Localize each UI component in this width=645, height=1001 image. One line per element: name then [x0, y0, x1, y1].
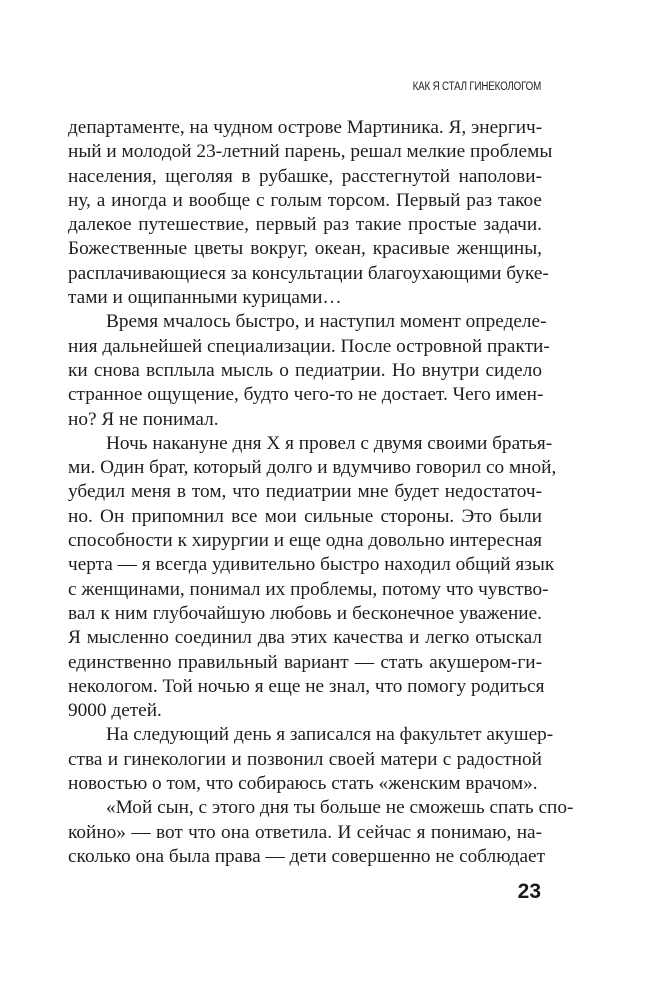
text-line: единственно правильный вариант — стать акушером-ги-	[68, 651, 542, 673]
text-line: тами и ощипанными курицами…	[68, 287, 342, 309]
text-line: департаменте, на чудном острове Мартиника. Я, энергич-	[68, 117, 543, 138]
text-line: способности к хирургии и еще одна довольно интересная	[68, 530, 542, 552]
text-line: расплачивающиеся за консультации благоухающими буке-	[68, 262, 549, 284]
running-header: КАК Я СТАЛ ГИНЕКОЛОГОМ	[412, 81, 541, 93]
text-line: но. Он припомнил все мои сильные стороны. Это были	[68, 505, 542, 527]
text-line: населения, щеголяя в рубашке, расстегнутой наполови-	[68, 165, 542, 187]
text-line: некологом. Той ночью я еще не знал, что помогу родиться	[68, 675, 545, 697]
text-line: с женщинами, понимал их проблемы, потому что чувство-	[68, 578, 549, 600]
text-line: новостью о том, что собираюсь стать «женским врачом».	[68, 773, 538, 795]
text-line: койно» — вот что она ответила. И сейчас я понимаю, на-	[68, 821, 542, 843]
text-line: сколько она была права — дети совершенно не соблюдает	[68, 845, 545, 867]
page-number: 23	[517, 880, 541, 903]
body-text	[68, 116, 574, 869]
text-line: ну, а иногда и вообще с голым торсом. Первый раз такое	[68, 189, 542, 211]
text-line: черта — я всегда удивительно быстро находил общий язык	[68, 554, 555, 576]
text-line: «Мой сын, с этого дня ты больше не сможешь спать спо-	[106, 797, 574, 819]
text-line: ния дальнейшей специализации. После островной практи-	[68, 335, 550, 357]
text-line: далекое путешествие, первый раз такие простые задачи.	[68, 214, 542, 236]
text-line: Божественные цветы вокруг, океан, красивые женщины,	[68, 238, 542, 260]
text-line: Время мчалось быстро, и наступил момент определе-	[106, 311, 547, 333]
text-line: На следующий день я записался на факультет акушер-	[106, 724, 554, 746]
text-line: странное ощущение, будто чего-то не достает. Чего имен-	[68, 384, 544, 406]
text-line: ми. Один брат, который долго и вдумчиво говорил со мной,	[68, 457, 557, 479]
text-line: 9000 детей.	[68, 700, 162, 722]
text-line: ства и гинекологии и позвонил своей матери с радостной	[68, 748, 542, 770]
text-line: Я мысленно соединил два этих качества и легко отыскал	[68, 627, 542, 649]
text-line: ки снова всплыла мысль о педиатрии. Но внутри сидело	[68, 359, 542, 381]
text-line: ный и молодой 23-летний парень, решал мелкие проблемы	[68, 141, 553, 163]
text-line: убедил меня в том, что педиатрии мне будет недостаточ-	[68, 481, 542, 503]
text-line: Ночь накануне дня X я провел с двумя своими братья-	[106, 432, 553, 454]
text-line: вал к ним глубочайшую любовь и бесконечное уважение.	[68, 602, 542, 624]
text-line: но? Я не понимал.	[68, 408, 219, 430]
